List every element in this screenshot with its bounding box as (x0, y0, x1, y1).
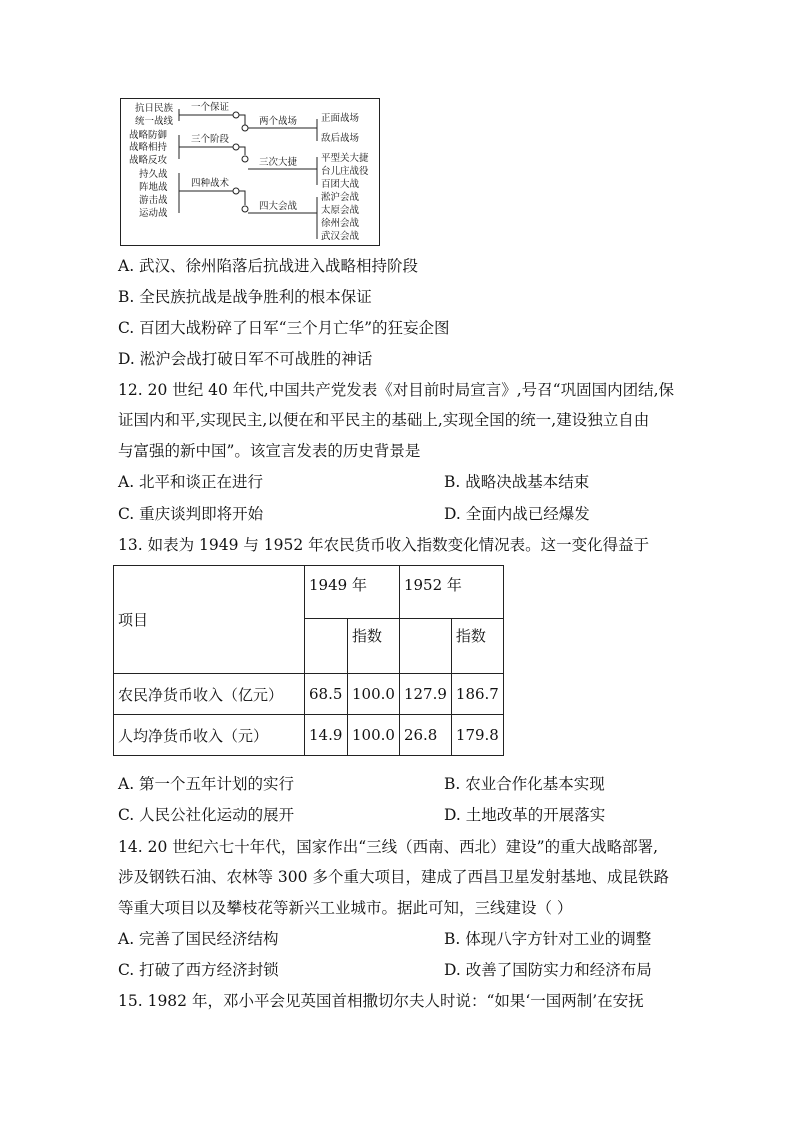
q14-option-d: D. 改善了国防实力和经济布局 (444, 961, 652, 979)
q15-stem: 15. 1982 年，邓小平会见英国首相撒切尔夫人时说：“如果‘一国两制’在安抚 (118, 992, 644, 1010)
table-header-blank (399, 619, 451, 674)
table-cell: 179.8 (451, 715, 503, 756)
diagram-left-item: 战略相持 (129, 142, 168, 153)
diagram-leaf: 敌后战场 (321, 133, 360, 144)
diagram-left-item: 游击战 (139, 195, 168, 206)
table-cell: 127.9 (399, 674, 451, 715)
table-cell: 26.8 (399, 715, 451, 756)
q13-option-d: D. 土地改革的开展落实 (444, 806, 606, 824)
diagram-right-label: 两个战场 (259, 116, 298, 127)
table-header-year: 1949 年 (305, 566, 400, 619)
table-cell: 100.0 (348, 715, 400, 756)
q14-stem-line: 等重大项目以及攀枝花等新兴工业城市。据此可知，三线建设（ ） (118, 899, 573, 917)
q11-option-d: D. 淞沪会战打破日军不可战胜的神话 (118, 350, 373, 368)
diagram-left-item: 战略防御 (129, 130, 168, 141)
q12-option-c: C. 重庆谈判即将开始 (118, 505, 264, 523)
diagram-mid-label: 四种战术 (191, 178, 230, 189)
table-cell: 100.0 (348, 674, 400, 715)
table-header-year: 1952 年 (399, 566, 503, 619)
q13-stem: 13. 如表为 1949 与 1952 年农民货币收入指数变化情况表。这一变化得益于 (118, 536, 650, 554)
q14-option-c: C. 打破了西方经济封锁 (118, 961, 279, 979)
diagram-left-item: 统一战线 (135, 116, 174, 127)
diagram-leaf: 百团大战 (321, 179, 360, 190)
table-header-blank (305, 619, 348, 674)
diagram-leaf: 台儿庄战役 (321, 166, 369, 177)
diagram-left-item: 运动战 (139, 208, 168, 219)
diagram-right-label: 三次大捷 (259, 157, 298, 168)
q11-option-c: C. 百团大战粉碎了日军“三个月亡华”的狂妄企图 (118, 319, 450, 337)
diagram-leaf: 正面战场 (321, 113, 360, 124)
table-cell: 农民净货币收入（亿元） (114, 674, 305, 715)
table-header-item: 项目 (114, 566, 305, 674)
q12-option-a: A. 北平和谈正在进行 (118, 473, 264, 491)
q12-option-d: D. 全面内战已经爆发 (444, 505, 590, 523)
table-cell: 68.5 (305, 674, 348, 715)
table-cell: 人均净货币收入（元） (114, 715, 305, 756)
q14-stem-line: 14. 20 世纪六七十年代，国家作出“三线（西南、西北）建设”的重大战略部署, (118, 838, 659, 856)
diagram-left-item: 抗日民族 (135, 103, 174, 114)
diagram-leaf: 平型关大捷 (321, 153, 369, 164)
q11-option-b: B. 全民族抗战是战争胜利的根本保证 (118, 288, 372, 306)
q12-option-b: B. 战略决战基本结束 (444, 473, 590, 491)
q12-stem-line: 证国内和平,实现民主,以便在和平民主的基础上,实现全国的统一,建设独立自由 (118, 411, 650, 429)
diagram-leaf: 淞沪会战 (321, 192, 360, 203)
table-header-index: 指数 (348, 619, 400, 674)
knowledge-diagram (120, 98, 380, 246)
diagram-leaf: 太原会战 (321, 205, 360, 216)
q14-option-b: B. 体现八字方针对工业的调整 (444, 930, 652, 948)
diagram-left-item: 持久战 (139, 169, 168, 180)
table-row (114, 715, 504, 756)
q11-option-a: A. 武汉、徐州陷落后抗战进入战略相持阶段 (118, 257, 419, 275)
income-table (113, 565, 504, 756)
table-cell: 186.7 (451, 674, 503, 715)
diagram-leaf: 徐州会战 (321, 218, 360, 229)
q13-option-a: A. 第一个五年计划的实行 (118, 775, 295, 793)
diagram-right-label: 四大会战 (259, 201, 298, 212)
q14-option-a: A. 完善了国民经济结构 (118, 930, 279, 948)
table-cell: 14.9 (305, 715, 348, 756)
diagram-mid-label: 一个保证 (191, 102, 230, 113)
q14-stem-line: 涉及钢铁石油、农林等 300 多个重大项目，建成了西昌卫星发射基地、成昆铁路 (118, 868, 669, 886)
diagram-left-item: 阵地战 (139, 182, 168, 193)
q12-stem-line: 12. 20 世纪 40 年代,中国共产党发表《对目前时局宣言》,号召“巩固国内团结,保 (118, 381, 675, 399)
q12-stem-line: 与富强的新中国”。该宣言发表的历史背景是 (118, 442, 421, 460)
q13-option-c: C. 人民公社化运动的展开 (118, 806, 295, 824)
q13-option-b: B. 农业合作化基本实现 (444, 775, 605, 793)
diagram-leaf: 武汉会战 (321, 231, 360, 242)
diagram-left-item: 战略反攻 (129, 155, 168, 166)
diagram-mid-label: 三个阶段 (191, 134, 230, 145)
table-header-index: 指数 (451, 619, 503, 674)
table-row (114, 674, 504, 715)
